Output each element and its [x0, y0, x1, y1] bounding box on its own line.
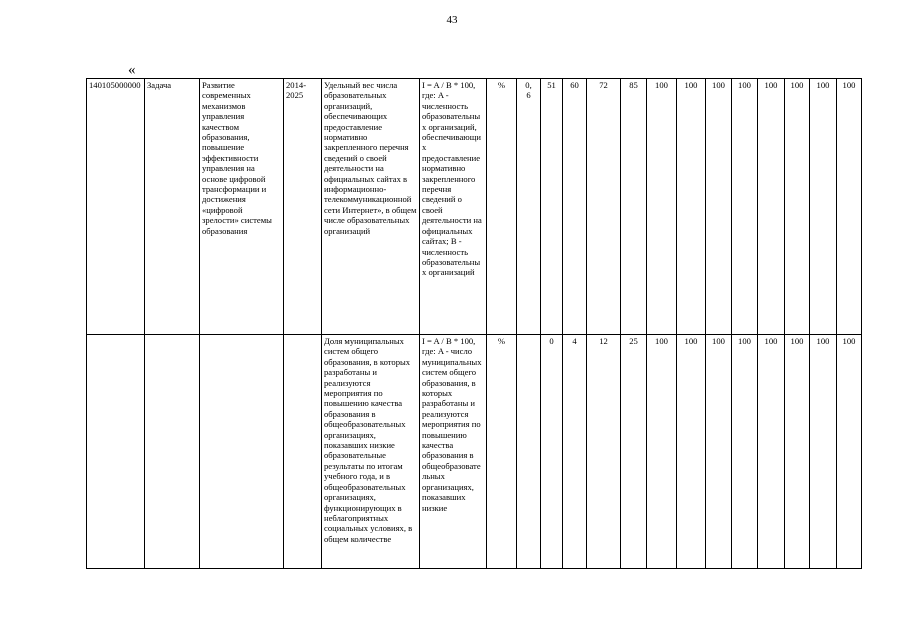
cell-value: 25 [621, 335, 647, 569]
cell-period [284, 335, 322, 569]
cell-unit: % [487, 79, 517, 335]
cell-value: 60 [563, 79, 587, 335]
cell-type [145, 335, 200, 569]
cell-value: 100 [785, 335, 810, 569]
cell-value: 100 [732, 335, 758, 569]
cell-value: 100 [647, 335, 677, 569]
table-row [87, 79, 862, 335]
cell-value: 100 [810, 335, 837, 569]
cell-value: 0, 6 [517, 79, 541, 335]
cell-formula: I = A / B * 100, где: A - число муниципальных систем общего образования, в которых разработаны и реализуются мероприятия по повышению качества образования в общеобразовательных организациях, показавших низкие [420, 335, 487, 569]
opening-quote-mark: « [128, 62, 136, 78]
cell-formula: I = A / B * 100, где: A - численность образовательных организаций, обеспечивающих предоставление нормативно закрепленного перечня сведений о своей деятельности на официальных сайтах; B - численность образовательных организаций [420, 79, 487, 335]
cell-value [517, 335, 541, 569]
cell-unit: % [487, 335, 517, 569]
cell-value: 100 [706, 79, 732, 335]
cell-code: 140105000000 [87, 79, 145, 335]
cell-code [87, 335, 145, 569]
cell-value: 100 [758, 335, 785, 569]
cell-value: 85 [621, 79, 647, 335]
cell-period: 2014-2025 [284, 79, 322, 335]
cell-value: 100 [758, 79, 785, 335]
cell-value: 100 [837, 335, 862, 569]
cell-value: 0 [541, 335, 563, 569]
cell-value: 12 [587, 335, 621, 569]
cell-name: Развитие современных механизмов управления качеством образования, повышение эффективности управления на основе цифровой трансформации и достижения «цифровой зрелости» системы образования [200, 79, 284, 335]
cell-value: 100 [837, 79, 862, 335]
table-row [87, 335, 862, 569]
indicators-table [86, 78, 862, 569]
cell-value: 100 [647, 79, 677, 335]
cell-value: 100 [785, 79, 810, 335]
cell-name [200, 335, 284, 569]
cell-value: 100 [677, 79, 706, 335]
cell-indicator: Удельный вес числа образовательных организаций, обеспечивающих предоставление нормативно закрепленного перечня сведений о своей деятельности на официальных сайтах в информационно-телекоммуникационной сети Интернет», в общем числе образовательных организаций [322, 79, 420, 335]
cell-value: 100 [706, 335, 732, 569]
cell-indicator: Доля муниципальных систем общего образования, в которых разработаны и реализуются мероприятия по повышению качества образования в общеобразовательных организациях, показавших низкие образовательные результаты по итогам учебного года, и в общеобразовательных организациях, функционирующих в неблагоприятных социальных условиях, в общем количестве [322, 335, 420, 569]
cell-value: 100 [677, 335, 706, 569]
cell-value: 72 [587, 79, 621, 335]
cell-value: 4 [563, 335, 587, 569]
cell-type: Задача [145, 79, 200, 335]
cell-value: 100 [732, 79, 758, 335]
page-number: 43 [446, 14, 458, 26]
cell-value: 100 [810, 79, 837, 335]
cell-value: 51 [541, 79, 563, 335]
